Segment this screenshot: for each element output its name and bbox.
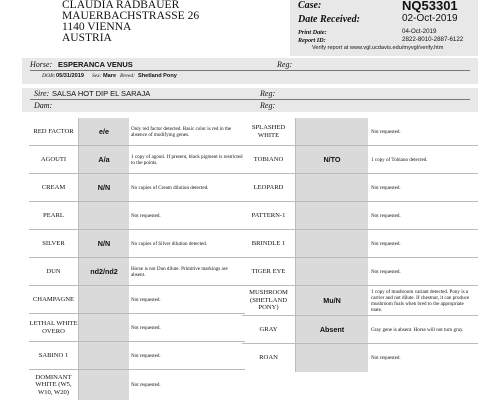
result-row-splashed-white	[242, 118, 478, 146]
result-description: Not requested.	[371, 355, 401, 361]
genotype-cell: e/e	[79, 118, 129, 145]
result-description: Not requested.	[371, 184, 401, 191]
result-row-dominant-white	[29, 370, 245, 400]
result-row-dun	[29, 258, 245, 286]
test-name: CHAMPAGNE	[29, 286, 79, 313]
test-name: DUN	[29, 258, 79, 285]
horse-name: ESPERANCA VENUS	[58, 60, 133, 69]
sex-label: Sex:	[92, 73, 102, 79]
dob: 05/31/2019	[56, 73, 84, 79]
result-row-pearl	[29, 202, 245, 230]
print-date: 04-Oct-2019	[402, 28, 437, 35]
genotype-cell	[79, 202, 129, 229]
date-received-label: Date Received:	[298, 14, 360, 25]
test-name: AGOUTI	[29, 146, 79, 173]
genotype-cell	[296, 118, 368, 145]
result-row-cream	[29, 174, 245, 202]
test-name: RED FACTOR	[29, 118, 79, 145]
horse-label: Horse:	[30, 60, 53, 69]
test-name: LETHAL WHITE OVERO	[29, 314, 79, 341]
case-panel	[290, 0, 478, 56]
result-row-silver	[29, 230, 245, 258]
result-description: 1 copy of agouti. If present, black pigment is restricted to the points.	[131, 153, 243, 166]
result-description: Not requested.	[131, 324, 161, 331]
test-name: TOBIANO	[242, 146, 296, 173]
result-description: No copies of Silver dilution detected.	[131, 240, 208, 247]
report-id-label: Report ID:	[298, 37, 326, 44]
horse-divider	[30, 70, 470, 71]
test-name: MUSHROOM (SHETLAND PONY)	[242, 286, 296, 315]
genotype-cell: N/N	[79, 230, 129, 257]
result-description: Only red factor detected. Basic color is red in the absence of modifying genes.	[131, 125, 232, 138]
result-description: Not requested.	[371, 268, 401, 275]
dam-reg-label: Reg:	[260, 101, 276, 110]
test-name: GRAY	[242, 316, 296, 343]
report-id: 2822-8010-2887-6122	[402, 36, 464, 43]
result-row-sabino-1	[29, 342, 245, 370]
result-description: 1 copy of mushroom variant detected. Pony is a carrier and not dilute. If chestnut, it can produce mushroom foals when bred to the appropriate mate.	[371, 288, 470, 313]
result-row-mushroom	[242, 286, 478, 316]
genotype-cell	[296, 230, 368, 257]
genotype-cell	[79, 342, 129, 369]
genotype-cell	[79, 370, 129, 400]
dam-label: Dam:	[34, 101, 53, 110]
result-description: Not requested.	[131, 212, 161, 219]
genotype-cell	[79, 286, 129, 313]
result-description: Not requested.	[131, 296, 161, 303]
genotype-cell	[79, 314, 129, 341]
breed-label: Breed:	[120, 73, 136, 79]
genotype-cell	[296, 258, 368, 285]
horse-info-band	[22, 58, 478, 84]
sire-divider	[30, 99, 470, 100]
result-description: Not requested.	[131, 382, 161, 388]
result-description: No copies of Cream dilution detected.	[131, 184, 209, 191]
result-description: Horse is not Dun dilute. Primitive markings are absent.	[131, 265, 228, 278]
test-name: SPLASHED WHITE	[242, 118, 296, 145]
genotype-cell: A/a	[79, 146, 129, 173]
test-name: DOMINANT WHITE (W5, W10, W20)	[29, 370, 79, 400]
genotype-cell: nd2/nd2	[79, 258, 129, 285]
result-description: 1 copy of Tobiano detected.	[371, 156, 428, 163]
result-description: Not requested.	[371, 240, 401, 247]
test-name: BRINDLE 1	[242, 230, 296, 257]
test-name: LEOPARD	[242, 174, 296, 201]
result-row-pattern-1	[242, 202, 478, 230]
sire-name: SALSA HOT DIP EL SARAJA	[52, 89, 151, 98]
result-row-champagne	[29, 286, 245, 314]
genotype-cell: Absent	[296, 316, 368, 343]
result-row-brindle-1	[242, 230, 478, 258]
print-date-label: Print Date:	[298, 29, 327, 36]
case-number: NQ53301	[402, 0, 458, 13]
result-row-tiger-eye	[242, 258, 478, 286]
test-name: SILVER	[29, 230, 79, 257]
test-name: PATTERN-1	[242, 202, 296, 229]
owner-country: AUSTRIA	[62, 32, 112, 44]
genotype-cell	[296, 344, 368, 372]
result-description: Not requested.	[131, 352, 161, 359]
case-label: Case:	[298, 0, 322, 11]
dob-label: DOB:	[42, 73, 56, 79]
horse-reg-label: Reg:	[277, 60, 293, 69]
genotype-cell	[296, 174, 368, 201]
test-name: TIGER EYE	[242, 258, 296, 285]
result-row-tobiano	[242, 146, 478, 174]
owner-address	[62, 0, 199, 44]
test-name: SABINO 1	[29, 342, 79, 369]
test-name: ROAN	[242, 344, 296, 372]
result-row-red-factor	[29, 118, 245, 146]
result-description: Not requested.	[371, 212, 401, 219]
test-name: CREAM	[29, 174, 79, 201]
owner-street: MAUERBACHSTRASSE 26	[62, 10, 200, 22]
owner-name: CLAUDIA RADBAUER	[62, 0, 180, 11]
result-row-roan	[242, 344, 478, 372]
parents-band	[22, 88, 478, 112]
sire-label: Sire:	[34, 89, 50, 98]
verify-note: Verify report at www.vgl.ucdavis.edu/myvgl/verify.htm	[312, 45, 444, 51]
result-description: Gray gene is absent. Horse will not turn gray.	[371, 326, 464, 333]
result-row-lethal-white-overo	[29, 314, 245, 342]
date-received: 02-Oct-2019	[402, 13, 458, 24]
genotype-cell	[296, 202, 368, 229]
result-row-gray	[242, 316, 478, 344]
genotype-cell: N/TO	[296, 146, 368, 173]
test-name: PEARL	[29, 202, 79, 229]
genotype-cell: Mu/N	[296, 286, 368, 315]
genotype-cell: N/N	[79, 174, 129, 201]
owner-city: 1140 VIENNA	[62, 21, 132, 33]
result-row-leopard	[242, 174, 478, 202]
sire-reg-label: Reg:	[260, 89, 276, 98]
sex: Mare	[103, 73, 117, 79]
breed: Shetland Pony	[138, 73, 177, 79]
result-description: Not requested.	[371, 128, 401, 135]
result-row-agouti	[29, 146, 245, 174]
